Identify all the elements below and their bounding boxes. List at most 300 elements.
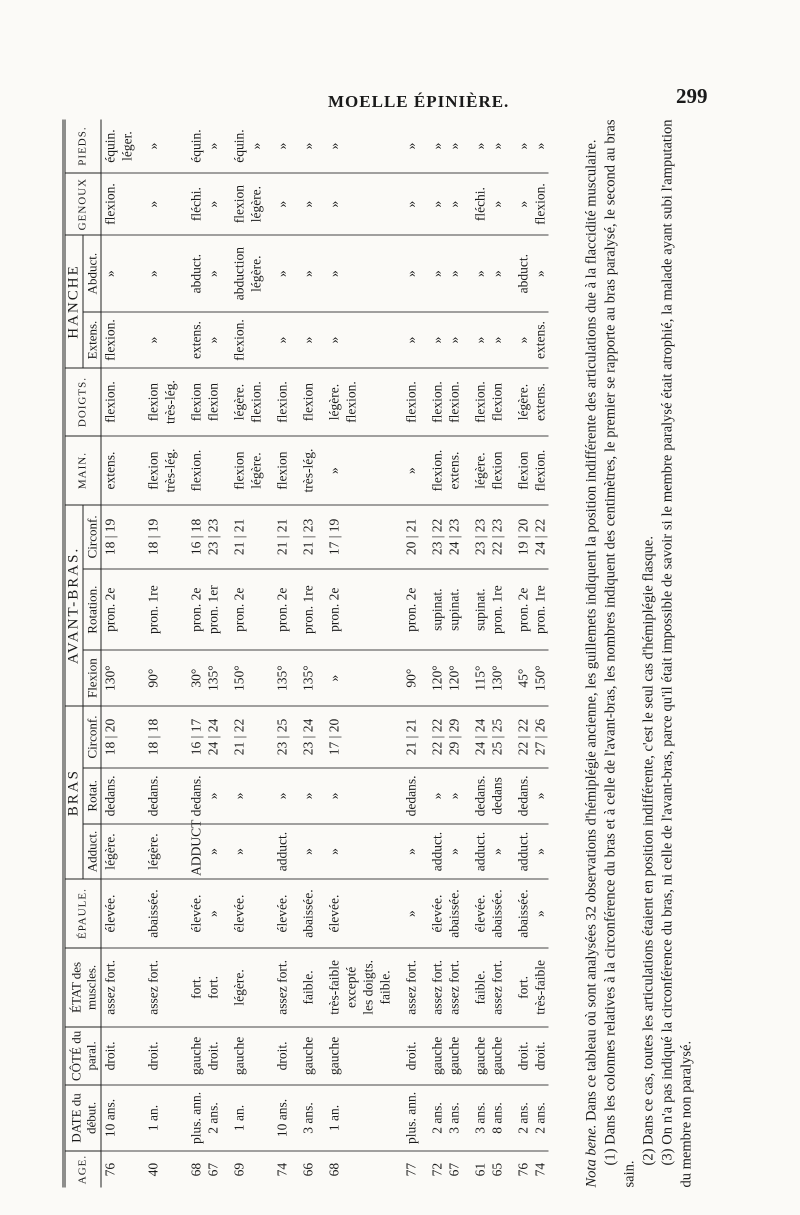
table-cell: très-faible — [317, 948, 343, 1027]
table-cell — [162, 1151, 179, 1187]
table-cell — [343, 768, 360, 824]
table-cell: flexion — [506, 436, 532, 504]
table-row — [420, 120, 446, 1188]
col-bras-circonf: Circonf. — [83, 706, 101, 768]
table-cell: » — [317, 312, 343, 368]
col-ab-flexion: Flexion — [83, 650, 101, 706]
table-cell: » — [532, 235, 549, 312]
table-cell: » — [506, 173, 532, 235]
table-cell: 135° — [265, 650, 291, 706]
table-cell: 27 | 26 — [532, 706, 549, 768]
table-cell: » — [394, 436, 420, 504]
table-cell: 24 | 24 — [463, 706, 489, 768]
table-cell: 90° — [136, 650, 162, 706]
table-cell: 69 — [222, 1151, 248, 1187]
table-cell: » — [205, 142, 221, 150]
table-cell: flexion. — [222, 312, 248, 368]
table-cell: 40 — [136, 1151, 162, 1187]
table-cell: » — [136, 235, 162, 312]
table-cell: assez fort. — [420, 948, 446, 1027]
rotated-content — [63, 120, 746, 1188]
table-cell — [377, 173, 394, 235]
table-cell: » — [506, 312, 532, 368]
table-cell: pron. 1re — [136, 569, 162, 650]
table-cell: 18 | 19 — [101, 505, 119, 569]
table-cell: faible. — [377, 948, 394, 1027]
table-cell: assez fort. — [489, 948, 506, 1027]
table-cell: » — [136, 312, 162, 368]
table-cell: dedans. — [463, 768, 489, 824]
table-cell — [377, 235, 394, 312]
table-cell: 16 | 17 — [179, 706, 205, 768]
table-cell: » — [446, 142, 462, 150]
table-cell: » — [248, 142, 264, 150]
table-cell: 1 an. — [222, 1085, 248, 1151]
table-cell: élevée. — [420, 879, 446, 947]
col-ab-rotation: Rotation. — [83, 569, 101, 650]
table-cell: droit. — [101, 1027, 119, 1085]
col-ab-circonf: Circonf. — [83, 505, 101, 569]
table-cell: dedans. — [136, 768, 162, 824]
table-cell: fléchi. — [463, 173, 489, 235]
table-cell — [360, 706, 377, 768]
table-cell: assez fort. — [394, 948, 420, 1027]
table-row — [317, 120, 343, 1188]
table-cell: fort. — [205, 948, 222, 1027]
table-cell: adduct. — [265, 824, 291, 880]
table-cell: » — [317, 768, 343, 824]
table-cell: 23 | 25 — [265, 706, 291, 768]
col-debut: DATE du début. — [64, 1085, 101, 1151]
table-cell: gauche — [489, 1027, 506, 1085]
table-cell: 120° — [446, 650, 463, 706]
table-cell — [119, 368, 136, 436]
table-cell: pron. 1re — [532, 569, 549, 650]
table-row — [222, 120, 248, 1188]
table-cell — [377, 368, 394, 436]
table-cell: » — [446, 312, 463, 368]
table-cell — [360, 120, 377, 174]
table-cell: flexion — [136, 436, 162, 504]
table-cell: gauche — [222, 1027, 248, 1085]
table-row — [179, 120, 205, 1188]
table-cell — [360, 824, 377, 880]
table-cell: » — [317, 824, 343, 880]
table-cell: fort. — [179, 948, 205, 1027]
col-age: AGE. — [64, 1151, 101, 1187]
table-cell: flexion. — [532, 436, 549, 504]
table-cell — [119, 436, 136, 504]
table-cell — [377, 1151, 394, 1187]
table-cell: » — [291, 173, 317, 235]
table-cell: 17 | 19 — [317, 505, 343, 569]
table-cell — [162, 173, 179, 235]
table-cell — [248, 1151, 265, 1187]
table-cell: élevée. — [463, 879, 489, 947]
table-cell: dedans. — [179, 768, 205, 824]
table-cell: assez fort. — [101, 948, 119, 1027]
table-cell — [343, 706, 360, 768]
table-cell: 2 ans. — [205, 1085, 222, 1151]
table-cell — [205, 436, 222, 504]
table-row — [205, 120, 222, 1188]
table-cell: 72 — [420, 1151, 446, 1187]
table-cell: abaissée. — [136, 879, 162, 947]
table-cell: assez fort. — [136, 948, 162, 1027]
table-cell — [162, 1085, 179, 1151]
table-cell — [360, 312, 377, 368]
col-hanche-extens: Extens. — [83, 312, 101, 368]
table-cell — [119, 569, 136, 650]
table-cell — [248, 768, 265, 824]
table-cell — [343, 312, 360, 368]
table-cell: pron. 2e — [506, 569, 532, 650]
table-cell: 74 — [265, 1151, 291, 1187]
table-cell: très-faible — [532, 948, 549, 1027]
table-cell: gauche — [463, 1027, 489, 1085]
table-cell: élevée. — [265, 879, 291, 947]
table-cell: flexion. — [343, 368, 360, 436]
table-cell: 29 | 29 — [446, 706, 463, 768]
table-cell: pron. 1er — [205, 569, 222, 650]
table-cell: » — [463, 235, 489, 312]
table-cell: 24 | 24 — [205, 706, 222, 768]
table-cell: 18 | 18 — [136, 706, 162, 768]
table-cell — [377, 879, 394, 947]
table-row — [377, 120, 394, 1188]
table-cell — [119, 824, 136, 880]
table-cell: » — [205, 879, 222, 947]
nota-text: Dans ce tableau où sont analysées 32 observations d'hémiplégie ancienne, les guillemets indiquent la position indifférente des articulations due à la flaccidité musculaire. — [583, 139, 600, 1122]
table-cell — [162, 312, 179, 368]
table-cell: 23 | 23 — [205, 505, 222, 569]
table-cell: pron. 2e — [317, 569, 343, 650]
table-cell: légère. — [248, 235, 265, 312]
table-cell: 135° — [291, 650, 317, 706]
col-etat: ÉTAT des muscles. — [64, 948, 101, 1027]
table-cell: 21 | 22 — [222, 706, 248, 768]
table-cell: 45° — [506, 650, 532, 706]
table-cell: » — [446, 824, 463, 880]
table-cell: 3 ans. — [463, 1085, 489, 1151]
table-cell: abduct. — [506, 235, 532, 312]
table-cell: 8 ans. — [489, 1085, 506, 1151]
table-cell: flexion — [205, 368, 222, 436]
table-cell: 76 — [101, 1151, 119, 1187]
table-cell: » — [205, 173, 222, 235]
col-doigts: DOIGTS. — [64, 368, 101, 436]
table-cell — [162, 569, 179, 650]
table-cell: 2 ans. — [420, 1085, 446, 1151]
notes-block — [583, 120, 697, 1188]
table-cell: léger. — [119, 131, 135, 161]
table-cell: » — [265, 768, 291, 824]
table-cell — [360, 436, 377, 504]
table-cell: 1 an. — [136, 1085, 162, 1151]
table-cell: flexion. — [532, 173, 549, 235]
table-cell: dedans. — [101, 768, 119, 824]
col-pieds: PIEDS. — [64, 120, 101, 174]
table-cell: extens. — [446, 436, 463, 504]
table-cell: équin. — [188, 129, 204, 163]
table-cell: » — [317, 650, 343, 706]
table-cell: assez fort. — [446, 948, 463, 1027]
table-row — [343, 120, 360, 1188]
table-cell: droit. — [506, 1027, 532, 1085]
table-cell — [360, 173, 377, 235]
table-row — [506, 120, 532, 1188]
table-cell: » — [101, 235, 119, 312]
table-cell: » — [394, 879, 420, 947]
observation-table — [63, 120, 549, 1188]
table-cell: gauche — [446, 1027, 463, 1085]
table-cell — [343, 569, 360, 650]
table-cell: flexion. — [265, 368, 291, 436]
table-cell — [343, 235, 360, 312]
table-cell: légère. — [506, 368, 532, 436]
table-cell: pron. 2e — [265, 569, 291, 650]
table-cell — [162, 1027, 179, 1085]
table-cell: » — [532, 824, 549, 880]
table-cell: 10 ans. — [101, 1085, 119, 1151]
table-cell — [343, 1027, 360, 1085]
table-cell: » — [291, 768, 317, 824]
table-cell: adduct. — [420, 824, 446, 880]
table-cell: » — [222, 824, 248, 880]
table-cell: droit. — [136, 1027, 162, 1085]
table-cell — [343, 650, 360, 706]
table-cell — [360, 235, 377, 312]
table-cell — [343, 436, 360, 504]
table-row — [446, 120, 463, 1188]
table-cell: 67 — [446, 1151, 463, 1187]
table-cell: 22 | 22 — [506, 706, 532, 768]
table-cell: droit. — [205, 1027, 222, 1085]
table-cell — [119, 505, 136, 569]
table-cell: plus. ann. — [179, 1085, 205, 1151]
table-row — [394, 120, 420, 1188]
table-row — [162, 120, 179, 1188]
table-cell: flexion. — [446, 368, 463, 436]
note-2: (2) Dans ce cas, toutes les articulations étaient en position indifférente, c'est le seul cas d'hémiplégie flasque. — [640, 536, 657, 1166]
table-cell — [119, 312, 136, 368]
table-cell: flexion — [489, 436, 506, 504]
table-cell — [343, 505, 360, 569]
table-cell: 10 ans. — [265, 1085, 291, 1151]
table-cell: très-lég. — [162, 368, 179, 436]
table-cell: 21 | 21 — [265, 505, 291, 569]
table-cell: » — [394, 824, 420, 880]
table-cell: pron. 2e — [222, 569, 248, 650]
table-cell: 24 | 22 — [532, 505, 549, 569]
table-cell: 68 — [179, 1151, 205, 1187]
table-cell: gauche — [179, 1027, 205, 1085]
table-cell: abaissée. — [489, 879, 506, 947]
table-cell: » — [300, 142, 316, 150]
table-cell: excepté — [343, 948, 360, 1027]
table-cell: » — [515, 142, 531, 150]
table-cell — [377, 650, 394, 706]
table-row — [360, 120, 377, 1188]
table-cell: 135° — [205, 650, 222, 706]
table-cell: » — [205, 768, 222, 824]
table-cell — [162, 235, 179, 312]
table-cell: 24 | 23 — [446, 505, 463, 569]
col-bras-rotat: Rotat. — [83, 768, 101, 824]
table-cell: flexion — [265, 436, 291, 504]
table-cell — [377, 436, 394, 504]
table-cell — [248, 824, 265, 880]
table-cell: abduct. — [179, 235, 205, 312]
table-cell: dedans. — [394, 768, 420, 824]
table-cell — [162, 706, 179, 768]
table-cell — [360, 650, 377, 706]
table-cell — [343, 824, 360, 880]
table-row — [265, 120, 291, 1188]
table-cell: » — [532, 142, 548, 150]
table-cell: » — [420, 768, 446, 824]
table-cell: » — [317, 173, 343, 235]
table-cell: » — [420, 173, 446, 235]
table-cell: adduct. — [506, 824, 532, 880]
table-cell — [360, 1027, 377, 1085]
table-cell — [360, 368, 377, 436]
table-cell: 21 | 21 — [222, 505, 248, 569]
table-cell: flexion. — [248, 368, 265, 436]
table-cell: droit. — [265, 1027, 291, 1085]
table-cell: » — [489, 312, 506, 368]
table-cell: légère. — [463, 436, 489, 504]
table-cell: pron. 2e — [179, 569, 205, 650]
table-cell — [248, 706, 265, 768]
table-row — [136, 120, 162, 1188]
nota-label: Nota bene. — [583, 1124, 600, 1188]
table-cell: 21 | 23 — [291, 505, 317, 569]
col-genoux: GENOUX — [64, 173, 101, 235]
table-cell: abaissée. — [506, 879, 532, 947]
table-cell: 68 — [317, 1151, 343, 1187]
table-cell: » — [291, 235, 317, 312]
group-bras: BRAS — [64, 706, 83, 879]
table-cell: extens. — [532, 312, 549, 368]
table-cell — [343, 173, 360, 235]
table-cell: 74 — [532, 1151, 549, 1187]
table-cell: » — [532, 768, 549, 824]
table-cell: flexion — [222, 436, 248, 504]
table-cell — [343, 879, 360, 947]
table-cell: 90° — [394, 650, 420, 706]
table-cell: 2 ans. — [506, 1085, 532, 1151]
table-cell — [119, 1085, 136, 1151]
table-cell — [360, 505, 377, 569]
table-cell — [119, 948, 136, 1027]
table-cell: extens. — [101, 436, 119, 504]
table-cell: » — [420, 235, 446, 312]
table-row — [463, 120, 489, 1188]
table-cell: abaissée. — [291, 879, 317, 947]
table-cell: 67 — [205, 1151, 222, 1187]
table-cell: gauche — [291, 1027, 317, 1085]
table-cell: abaissée. — [446, 879, 463, 947]
table-cell — [162, 505, 179, 569]
table-cell: flexion. — [394, 368, 420, 436]
table-cell — [248, 312, 265, 368]
table-cell: 115° — [463, 650, 489, 706]
table-cell: » — [317, 235, 343, 312]
table-cell: 61 — [463, 1151, 489, 1187]
table-cell — [377, 1085, 394, 1151]
table-cell: flexion. — [101, 368, 119, 436]
table-cell: 19 | 20 — [506, 505, 532, 569]
table-row — [119, 120, 136, 1188]
table-cell — [360, 569, 377, 650]
table-cell: 3 ans. — [446, 1085, 463, 1151]
table-row — [101, 120, 119, 1188]
table-cell: 120° — [420, 650, 446, 706]
col-main: MAIN. — [64, 436, 101, 504]
table-cell: » — [532, 879, 549, 947]
table-body — [101, 120, 549, 1188]
table-cell: gauche — [317, 1027, 343, 1085]
table-cell — [377, 505, 394, 569]
table-cell: » — [489, 824, 506, 880]
table-cell: » — [222, 768, 248, 824]
table-cell — [343, 1085, 360, 1151]
table-cell: » — [472, 142, 488, 150]
table-cell: » — [265, 173, 291, 235]
table-cell: 18 | 20 — [101, 706, 119, 768]
table-cell: 23 | 24 — [291, 706, 317, 768]
table-cell: » — [291, 824, 317, 880]
table-cell: légère. — [136, 824, 162, 880]
table-cell — [162, 824, 179, 880]
table-cell — [248, 505, 265, 569]
table-cell: abduction — [222, 235, 248, 312]
table-cell — [119, 235, 136, 312]
table-cell: supinat. — [446, 569, 463, 650]
table-cell: dedans — [489, 768, 506, 824]
table-cell: extens. — [179, 312, 205, 368]
table-cell: 3 ans. — [291, 1085, 317, 1151]
table-cell: 16 | 18 — [179, 505, 205, 569]
table-row — [248, 120, 265, 1188]
col-epaule: ÉPAULE. — [64, 879, 101, 947]
table-cell: légère. — [248, 436, 265, 504]
table-cell: » — [446, 768, 463, 824]
table-cell — [162, 650, 179, 706]
table-cell: assez fort. — [265, 948, 291, 1027]
table-cell: pron. 2e — [394, 569, 420, 650]
table-cell: plus. ann. — [394, 1085, 420, 1151]
table-cell — [119, 768, 136, 824]
table-row — [291, 120, 317, 1188]
page-number: 299 — [676, 84, 708, 108]
table-cell — [343, 1151, 360, 1187]
table-cell — [248, 948, 265, 1027]
col-hanche-abduct: Abduct. — [83, 235, 101, 312]
table-cell: flexion — [291, 368, 317, 436]
table-cell: flexion — [222, 173, 248, 235]
table-cell: 23 | 23 — [463, 505, 489, 569]
table-cell: 21 | 21 — [394, 706, 420, 768]
table-cell: supinat. — [420, 569, 446, 650]
table-cell: équin. — [102, 129, 118, 163]
running-header: MOELLE ÉPINIÈRE. — [328, 92, 510, 111]
table-cell: droit. — [532, 1027, 549, 1085]
table-cell: 17 | 20 — [317, 706, 343, 768]
table-cell: 77 — [394, 1151, 420, 1187]
table-cell: supinat. — [463, 569, 489, 650]
